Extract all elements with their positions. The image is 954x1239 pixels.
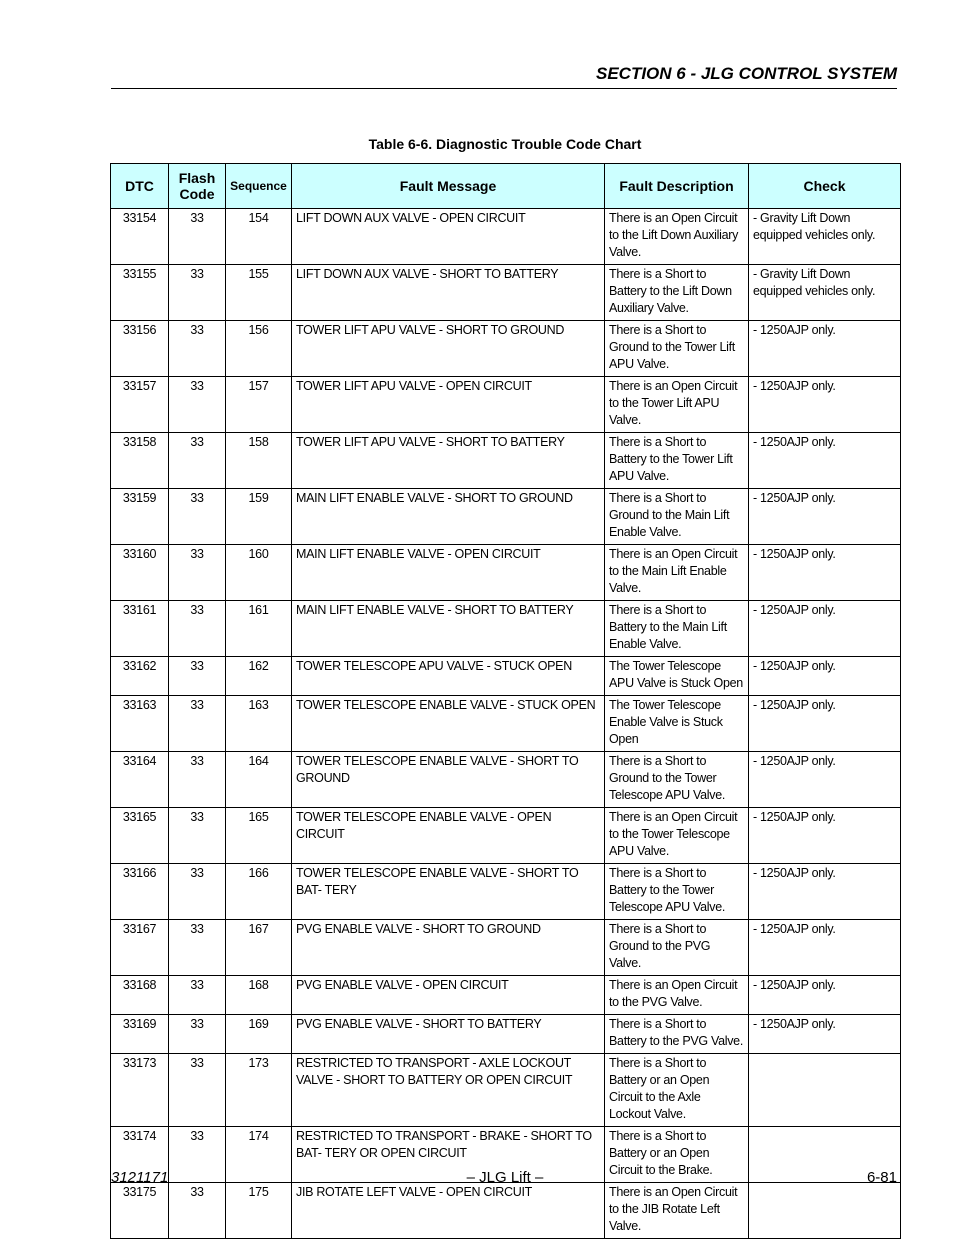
cell-sequence: 175 <box>226 1183 292 1239</box>
table-row <box>111 433 901 489</box>
table-row <box>111 377 901 433</box>
table-row <box>111 920 901 976</box>
table-row <box>111 489 901 545</box>
cell-fault-description: There is a Short to Battery to the Main Lift Enable Valve. <box>605 601 749 657</box>
cell-flash-code: 33 <box>169 377 226 433</box>
cell-fault-message: TOWER TELESCOPE ENABLE VALVE - SHORT TO BAT- TERY <box>292 864 605 920</box>
cell-check: - 1250AJP only. <box>749 696 901 752</box>
cell-fault-message: JIB ROTATE LEFT VALVE - OPEN CIRCUIT <box>292 1183 605 1239</box>
cell-flash-code: 33 <box>169 545 226 601</box>
cell-check <box>749 1054 901 1127</box>
table-row <box>111 696 901 752</box>
cell-flash-code: 33 <box>169 209 226 265</box>
cell-dtc: 33174 <box>111 1127 169 1183</box>
cell-fault-message: TOWER LIFT APU VALVE - OPEN CIRCUIT <box>292 377 605 433</box>
cell-dtc: 33175 <box>111 1183 169 1239</box>
cell-fault-message: PVG ENABLE VALVE - SHORT TO BATTERY <box>292 1015 605 1054</box>
cell-fault-description: There is an Open Circuit to the Lift Down Auxiliary Valve. <box>605 209 749 265</box>
table-row <box>111 209 901 265</box>
table-row <box>111 752 901 808</box>
cell-dtc: 33155 <box>111 265 169 321</box>
section-title: SECTION 6 - JLG CONTROL SYSTEM <box>596 64 897 83</box>
cell-sequence: 159 <box>226 489 292 545</box>
cell-flash-code: 33 <box>169 601 226 657</box>
cell-flash-code: 33 <box>169 976 226 1015</box>
cell-dtc: 33173 <box>111 1054 169 1127</box>
table-row <box>111 864 901 920</box>
cell-check: - 1250AJP only. <box>749 976 901 1015</box>
cell-flash-code: 33 <box>169 696 226 752</box>
cell-check: - 1250AJP only. <box>749 920 901 976</box>
table-body <box>111 209 901 1239</box>
cell-sequence: 155 <box>226 265 292 321</box>
cell-fault-description: There is an Open Circuit to the PVG Valve. <box>605 976 749 1015</box>
cell-dtc: 33162 <box>111 657 169 696</box>
cell-fault-message: TOWER TELESCOPE ENABLE VALVE - SHORT TO GROUND <box>292 752 605 808</box>
cell-check: - 1250AJP only. <box>749 321 901 377</box>
col-header-sequence: Sequence <box>226 164 292 209</box>
table-title: Table 6-6. Diagnostic Trouble Code Chart <box>368 136 642 152</box>
cell-dtc: 33168 <box>111 976 169 1015</box>
cell-dtc: 33156 <box>111 321 169 377</box>
cell-dtc: 33163 <box>111 696 169 752</box>
footer-page-number: 6-81 <box>866 1169 897 1186</box>
col-header-fault-description: Fault Description <box>605 164 749 209</box>
cell-flash-code: 33 <box>169 920 226 976</box>
table-row <box>111 976 901 1015</box>
table-row <box>111 1015 901 1054</box>
col-header-flash-code: Flash Code <box>169 164 226 209</box>
cell-fault-description: There is an Open Circuit to the Tower Lift APU Valve. <box>605 377 749 433</box>
cell-fault-description: There is an Open Circuit to the JIB Rotate Left Valve. <box>605 1183 749 1239</box>
cell-check: - 1250AJP only. <box>749 808 901 864</box>
cell-dtc: 33169 <box>111 1015 169 1054</box>
cell-sequence: 154 <box>226 209 292 265</box>
cell-fault-description: There is an Open Circuit to the Tower Telescope APU Valve. <box>605 808 749 864</box>
col-header-check: Check <box>749 164 901 209</box>
cell-dtc: 33164 <box>111 752 169 808</box>
cell-fault-description: The Tower Telescope Enable Valve is Stuck Open <box>605 696 749 752</box>
cell-check: - 1250AJP only. <box>749 545 901 601</box>
cell-sequence: 163 <box>226 696 292 752</box>
cell-check: - 1250AJP only. <box>749 752 901 808</box>
cell-fault-message: MAIN LIFT ENABLE VALVE - SHORT TO BATTERY <box>292 601 605 657</box>
cell-fault-description: The Tower Telescope APU Valve is Stuck Open <box>605 657 749 696</box>
cell-sequence: 162 <box>226 657 292 696</box>
table-row <box>111 657 901 696</box>
cell-sequence: 156 <box>226 321 292 377</box>
cell-dtc: 33154 <box>111 209 169 265</box>
col-header-dtc: DTC <box>111 164 169 209</box>
cell-flash-code: 33 <box>169 1127 226 1183</box>
cell-fault-message: PVG ENABLE VALVE - SHORT TO GROUND <box>292 920 605 976</box>
table-row <box>111 545 901 601</box>
col-header-fault-message: Fault Message <box>292 164 605 209</box>
cell-check: - 1250AJP only. <box>749 657 901 696</box>
cell-check: - 1250AJP only. <box>749 601 901 657</box>
cell-sequence: 174 <box>226 1127 292 1183</box>
cell-check: - Gravity Lift Down equipped vehicles only. <box>749 265 901 321</box>
cell-fault-message: TOWER TELESCOPE ENABLE VALVE - STUCK OPEN <box>292 696 605 752</box>
cell-fault-message: TOWER LIFT APU VALVE - SHORT TO BATTERY <box>292 433 605 489</box>
cell-dtc: 33159 <box>111 489 169 545</box>
table-header-row <box>111 164 901 209</box>
cell-flash-code: 33 <box>169 864 226 920</box>
cell-flash-code: 33 <box>169 657 226 696</box>
cell-fault-message: RESTRICTED TO TRANSPORT - BRAKE - SHORT TO BAT- TERY OR OPEN CIRCUIT <box>292 1127 605 1183</box>
cell-sequence: 168 <box>226 976 292 1015</box>
cell-check <box>749 1183 901 1239</box>
footer-doc-number: 3121171 <box>111 1169 169 1186</box>
cell-fault-description: There is a Short to Ground to the Tower Lift APU Valve. <box>605 321 749 377</box>
cell-sequence: 164 <box>226 752 292 808</box>
dtc-table <box>110 163 901 1239</box>
cell-fault-description: There is a Short to Battery to the Tower Lift APU Valve. <box>605 433 749 489</box>
cell-check: - 1250AJP only. <box>749 377 901 433</box>
cell-fault-description: There is a Short to Battery or an Open Circuit to the Axle Lockout Valve. <box>605 1054 749 1127</box>
cell-fault-description: There is a Short to Battery to the Tower Telescope APU Valve. <box>605 864 749 920</box>
cell-flash-code: 33 <box>169 1015 226 1054</box>
cell-fault-message: PVG ENABLE VALVE - OPEN CIRCUIT <box>292 976 605 1015</box>
cell-sequence: 157 <box>226 377 292 433</box>
cell-fault-message: TOWER TELESCOPE ENABLE VALVE - OPEN CIRCUIT <box>292 808 605 864</box>
cell-dtc: 33157 <box>111 377 169 433</box>
cell-dtc: 33160 <box>111 545 169 601</box>
table-row <box>111 1054 901 1127</box>
table-row <box>111 265 901 321</box>
cell-flash-code: 33 <box>169 1183 226 1239</box>
cell-fault-description: There is a Short to Battery to the PVG Valve. <box>605 1015 749 1054</box>
cell-sequence: 161 <box>226 601 292 657</box>
cell-sequence: 169 <box>226 1015 292 1054</box>
table-row <box>111 321 901 377</box>
cell-sequence: 173 <box>226 1054 292 1127</box>
cell-fault-message: TOWER LIFT APU VALVE - SHORT TO GROUND <box>292 321 605 377</box>
cell-fault-description: There is a Short to Ground to the Main Lift Enable Valve. <box>605 489 749 545</box>
cell-flash-code: 33 <box>169 808 226 864</box>
cell-sequence: 158 <box>226 433 292 489</box>
cell-fault-message: MAIN LIFT ENABLE VALVE - OPEN CIRCUIT <box>292 545 605 601</box>
cell-fault-message: RESTRICTED TO TRANSPORT - AXLE LOCKOUT VALVE - SHORT TO BATTERY OR OPEN CIRCUIT <box>292 1054 605 1127</box>
cell-check: - 1250AJP only. <box>749 864 901 920</box>
cell-check: - 1250AJP only. <box>749 489 901 545</box>
table-row <box>111 1183 901 1239</box>
cell-sequence: 165 <box>226 808 292 864</box>
cell-dtc: 33158 <box>111 433 169 489</box>
cell-fault-message: LIFT DOWN AUX VALVE - OPEN CIRCUIT <box>292 209 605 265</box>
cell-fault-description: There is a Short to Ground to the Tower Telescope APU Valve. <box>605 752 749 808</box>
cell-flash-code: 33 <box>169 265 226 321</box>
cell-dtc: 33167 <box>111 920 169 976</box>
cell-sequence: 167 <box>226 920 292 976</box>
cell-fault-description: There is a Short to Battery to the Lift Down Auxiliary Valve. <box>605 265 749 321</box>
footer-center: – JLG Lift – <box>466 1169 544 1186</box>
cell-fault-message: TOWER TELESCOPE APU VALVE - STUCK OPEN <box>292 657 605 696</box>
cell-check: - Gravity Lift Down equipped vehicles only. <box>749 209 901 265</box>
cell-sequence: 160 <box>226 545 292 601</box>
cell-fault-description: There is a Short to Ground to the PVG Valve. <box>605 920 749 976</box>
cell-fault-description: There is a Short to Battery or an Open Circuit to the Brake. <box>605 1127 749 1183</box>
cell-dtc: 33161 <box>111 601 169 657</box>
cell-flash-code: 33 <box>169 321 226 377</box>
cell-fault-message: LIFT DOWN AUX VALVE - SHORT TO BATTERY <box>292 265 605 321</box>
cell-sequence: 166 <box>226 864 292 920</box>
cell-check: - 1250AJP only. <box>749 1015 901 1054</box>
cell-flash-code: 33 <box>169 1054 226 1127</box>
cell-flash-code: 33 <box>169 433 226 489</box>
cell-fault-message: MAIN LIFT ENABLE VALVE - SHORT TO GROUND <box>292 489 605 545</box>
table-row <box>111 808 901 864</box>
cell-fault-description: There is an Open Circuit to the Main Lift Enable Valve. <box>605 545 749 601</box>
table-row <box>111 601 901 657</box>
cell-flash-code: 33 <box>169 489 226 545</box>
cell-flash-code: 33 <box>169 752 226 808</box>
cell-check: - 1250AJP only. <box>749 433 901 489</box>
cell-dtc: 33166 <box>111 864 169 920</box>
header-rule <box>111 88 897 89</box>
cell-dtc: 33165 <box>111 808 169 864</box>
